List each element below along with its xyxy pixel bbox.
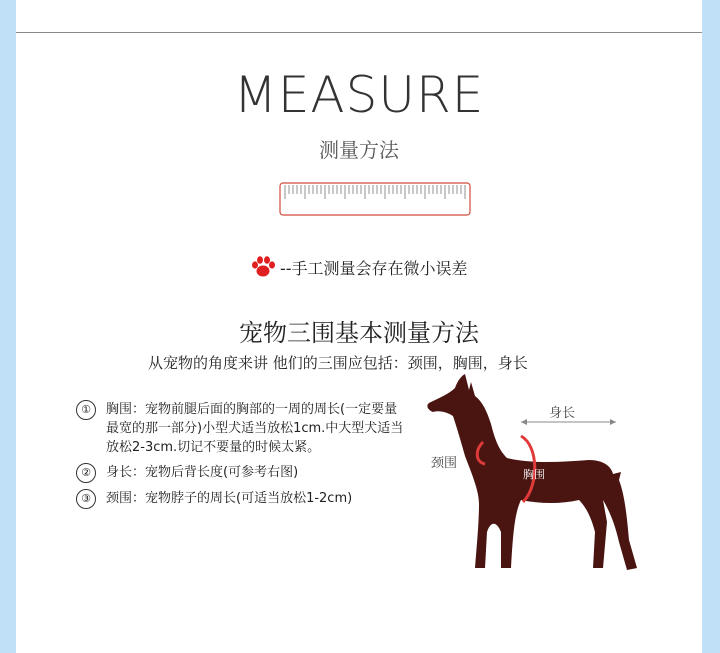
item-number: ③ <box>76 489 96 509</box>
content-panel <box>16 0 702 653</box>
neck-label: 颈围 <box>431 456 458 471</box>
paw-icon <box>250 255 276 279</box>
list-item-neck <box>76 489 406 509</box>
page-subtitle: 测量方法 <box>319 138 399 162</box>
item-text: 颈围：宠物脖子的周长(可适当放松1-2cm) <box>106 491 353 506</box>
list-item-chest <box>76 400 406 457</box>
body-length-label: 身长 <box>549 406 576 421</box>
page-title: MEASURE <box>233 66 485 124</box>
section-intro: 从宠物的角度来讲 他们的三围应包括：颈围，胸围，身长 <box>148 354 528 372</box>
item-text: 身长：宠物后背长度(可参考右图) <box>106 465 299 480</box>
item-number: ① <box>76 400 96 420</box>
item-number: ② <box>76 463 96 483</box>
note-text: --手工测量会存在微小误差 <box>280 258 468 278</box>
section-title: 宠物三围基本测量方法 <box>239 319 479 347</box>
measurement-list <box>76 400 406 515</box>
chest-label: 胸围 <box>523 468 545 481</box>
ruler-icon <box>279 182 471 216</box>
item-text: 胸围：宠物前腿后面的胸部的一周的周长(一定要量最宽的那一部分)小型犬适当放松1cm.中大型犬适当放松2-3cm.切记不要量的时候太紧。 <box>106 402 404 455</box>
list-item-body-length <box>76 463 406 483</box>
dog-diagram <box>421 372 651 581</box>
top-divider <box>16 32 702 33</box>
measurement-error-note <box>250 255 468 279</box>
